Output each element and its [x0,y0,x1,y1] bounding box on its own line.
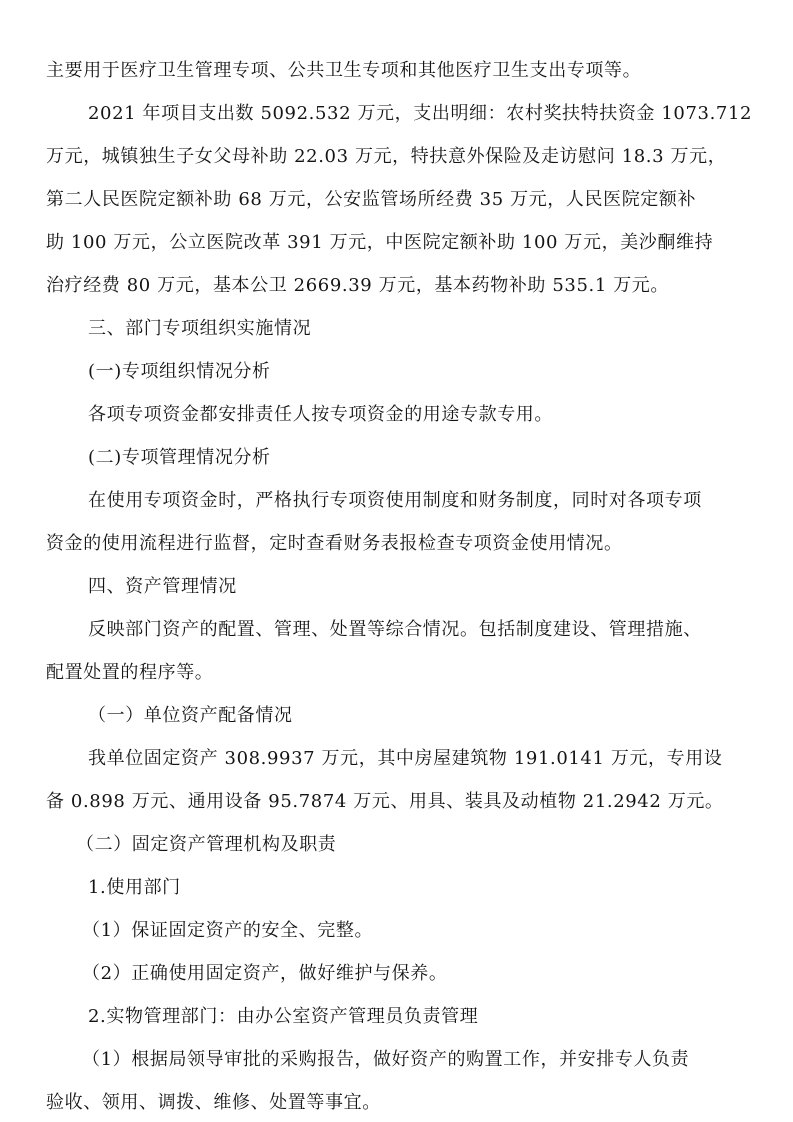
list-heading: 1.使用部门 [88,877,181,898]
paragraph-line: 第二人民医院定额补助 68 万元，公安监管场所经费 35 万元，人民医院定额补 [46,189,697,210]
list-heading: 2.实物管理部门：由办公室资产管理员负责管理 [88,1006,479,1027]
paragraph-line: 资金的使用流程进行监督，定时查看财务表报检查专项资金使用情况。 [46,533,623,554]
subsection-heading: (二)专项管理情况分析 [88,447,271,468]
paragraph-line: 我单位固定资产 308.9937 万元，其中房屋建筑物 191.0141 万元，专用设 [88,748,723,769]
paragraph-line: 主要用于医疗卫生管理专项、公共卫生专项和其他医疗卫生支出专项等。 [46,60,642,81]
list-item: （1）保证固定资产的安全、完整。 [82,920,374,941]
paragraph-line: 万元，城镇独生子女父母补助 22.03 万元，特扶意外保险及走访慰问 18.3 万元， [46,146,727,167]
paragraph-line: 配置处置的程序等。 [46,662,214,683]
section-heading: 三、部门专项组织实施情况 [88,318,312,339]
list-item: （2）正确使用固定资产，做好维护与保养。 [82,963,448,984]
paragraph-line: 2021 年项目支出数 5092.532 万元，支出明细：农村奖扶特扶资金 1073.712 [88,103,753,124]
paragraph-line: 各项专项资金都安排责任人按专项资金的用途专款专用。 [88,404,553,425]
paragraph-line: 验收、领用、调拨、维修、处置等事宜。 [46,1092,381,1113]
subsection-heading: （一）单位资产配备情况 [88,705,293,726]
paragraph-line: 在使用专项资金时，严格执行专项资使用制度和财务制度，同时对各项专项 [88,490,702,511]
paragraph-line: 治疗经费 80 万元，基本公卫 2669.39 万元，基本药物补助 535.1 万元。 [46,275,669,296]
subsection-heading: （二）固定资产管理机构及职责 [76,834,337,855]
list-item: （1）根据局领导审批的采购报告，做好资产的购置工作，并安排专人负责 [82,1049,690,1070]
paragraph-line: 备 0.898 万元、通用设备 95.7874 万元、用具、装具及动植物 21.2942 万元。 [46,791,724,812]
section-heading: 四、资产管理情况 [88,576,237,597]
subsection-heading: (一)专项组织情况分析 [88,361,271,382]
paragraph-line: 反映部门资产的配置、管理、处置等综合情况。包括制度建设、管理措施、 [88,619,702,640]
paragraph-line: 助 100 万元，公立医院改革 391 万元，中医院定额补助 100 万元，美沙酮维持 [46,232,714,253]
